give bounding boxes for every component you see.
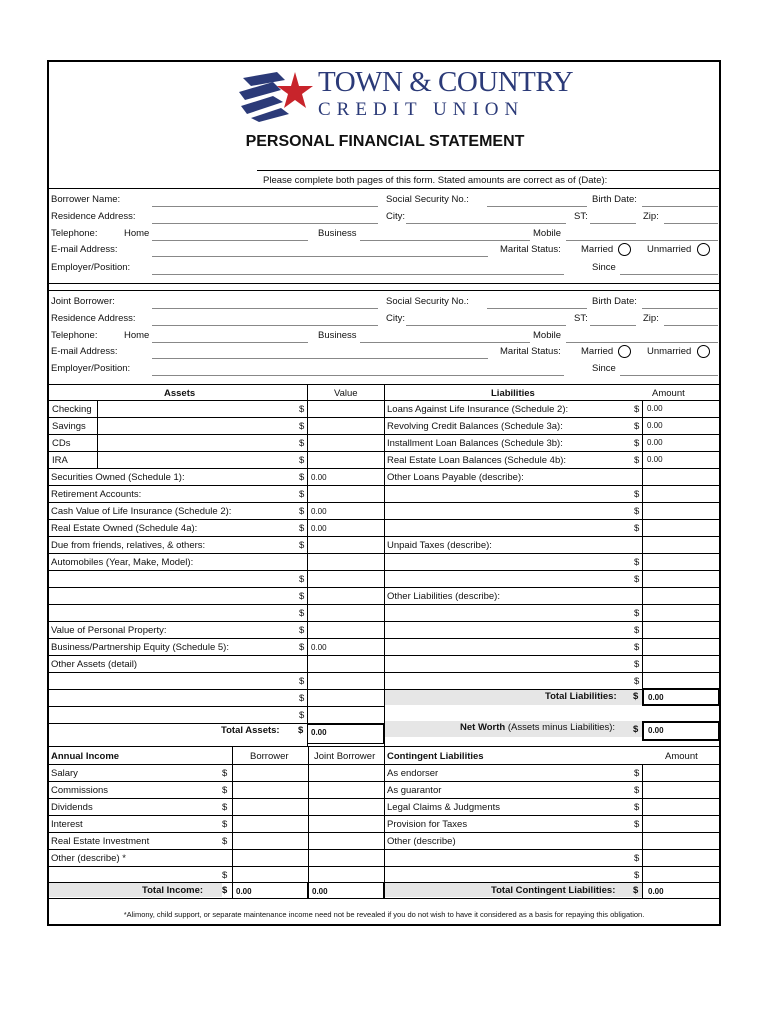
borrower-since-field[interactable] bbox=[620, 274, 718, 275]
borrower-birth-label: Birth Date: bbox=[592, 194, 637, 205]
asset-real-estate-label: Real Estate Owned (Schedule 4a): bbox=[51, 523, 198, 534]
dollar-sign: $ bbox=[299, 421, 305, 432]
joint-address-field[interactable] bbox=[152, 325, 378, 326]
contingent-header: Contingent Liabilities bbox=[387, 751, 484, 762]
asset-cds-label: CDs bbox=[52, 438, 71, 449]
dollar-sign: $ bbox=[299, 540, 305, 551]
joint-city-label: City: bbox=[386, 313, 405, 324]
contingent-amount-header: Amount bbox=[665, 751, 698, 762]
borrower-name-label: Borrower Name: bbox=[51, 194, 121, 205]
liab-real-estate-label: Real Estate Loan Balances (Schedule 4b): bbox=[387, 455, 567, 466]
borrower-business-label: Business bbox=[318, 228, 357, 239]
net-worth-label-group bbox=[460, 722, 615, 734]
joint-ssn-field[interactable] bbox=[487, 308, 587, 309]
joint-name-label: Joint Borrower: bbox=[51, 296, 115, 307]
asset-due-from-label: Due from friends, relatives, & others: bbox=[51, 540, 206, 551]
total-contingent-label: Total Contingent Liabilities: bbox=[491, 885, 616, 896]
joint-employer-field[interactable] bbox=[152, 375, 564, 376]
dollar-sign: $ bbox=[634, 438, 640, 449]
joint-business-field[interactable] bbox=[360, 342, 530, 343]
joint-zip-label: Zip: bbox=[643, 313, 659, 324]
asset-autos-label: Automobiles (Year, Make, Model): bbox=[51, 557, 194, 568]
dollar-sign: $ bbox=[298, 725, 304, 736]
dollar-sign: $ bbox=[222, 819, 228, 830]
joint-since-field[interactable] bbox=[620, 375, 718, 376]
borrower-name-field[interactable] bbox=[152, 206, 378, 207]
dollar-sign: $ bbox=[633, 691, 639, 702]
dollar-sign: $ bbox=[633, 885, 639, 896]
liab-installment-label: Installment Loan Balances (Schedule 3b): bbox=[387, 438, 563, 449]
dollar-sign: $ bbox=[634, 404, 640, 415]
borrower-telephone-label: Telephone: bbox=[51, 228, 98, 239]
dollar-sign: $ bbox=[299, 608, 305, 619]
asset-securities-label: Securities Owned (Schedule 1): bbox=[51, 472, 185, 483]
securities-value[interactable]: 0.00 bbox=[311, 473, 327, 482]
joint-business-label: Business bbox=[318, 330, 357, 341]
dollar-sign: $ bbox=[633, 724, 639, 735]
dollar-sign: $ bbox=[634, 574, 640, 585]
org-name-line2: CREDIT UNION bbox=[318, 99, 525, 120]
borrower-mobile-label: Mobile bbox=[533, 228, 561, 239]
dollar-sign: $ bbox=[634, 421, 640, 432]
borrower-business-field[interactable] bbox=[360, 240, 530, 241]
dollar-sign: $ bbox=[299, 676, 305, 687]
dollar-sign: $ bbox=[222, 870, 228, 881]
joint-employer-label: Employer/Position: bbox=[51, 363, 131, 374]
dollar-sign: $ bbox=[299, 438, 305, 449]
asset-other-label: Other Assets (detail) bbox=[51, 659, 138, 670]
borrower-address-field[interactable] bbox=[152, 223, 378, 224]
dollar-sign: $ bbox=[634, 557, 640, 568]
borrower-address-label: Residence Address: bbox=[51, 211, 136, 222]
joint-st-label: ST: bbox=[574, 313, 588, 324]
borrower-st-label: ST: bbox=[574, 211, 588, 222]
joint-address-label: Residence Address: bbox=[51, 313, 136, 324]
liabilities-amount-header: Amount bbox=[652, 388, 685, 399]
total-income-joint-value: 0.00 bbox=[312, 887, 328, 896]
real-estate-loan-value[interactable]: 0.00 bbox=[647, 455, 663, 464]
joint-home-field[interactable] bbox=[152, 342, 308, 343]
total-income-label: Total Income: bbox=[142, 885, 204, 896]
joint-email-label: E-mail Address: bbox=[51, 346, 118, 357]
dollar-sign: $ bbox=[299, 472, 305, 483]
dollar-sign: $ bbox=[299, 693, 305, 704]
total-liabilities-label: Total Liabilities: bbox=[545, 691, 617, 702]
page-title: PERSONAL FINANCIAL STATEMENT bbox=[245, 133, 525, 150]
borrower-city-field[interactable] bbox=[406, 223, 566, 224]
contingent-endorser-label: As endorser bbox=[387, 768, 439, 779]
net-worth-label: Net Worth bbox=[460, 722, 506, 733]
dollar-sign: $ bbox=[299, 489, 305, 500]
instructions-text: Please complete both pages of this form. Stated amounts are correct as of (Date): bbox=[263, 175, 608, 186]
dollar-sign: $ bbox=[222, 885, 228, 896]
income-interest-label: Interest bbox=[51, 819, 83, 830]
contingent-other-label: Other (describe) bbox=[387, 836, 456, 847]
assets-header: Assets bbox=[164, 388, 196, 399]
liab-other-loans-label: Other Loans Payable (describe): bbox=[387, 472, 524, 483]
borrower-married-label: Married bbox=[581, 244, 614, 255]
joint-email-field[interactable] bbox=[152, 358, 488, 359]
dollar-sign: $ bbox=[299, 404, 305, 415]
net-worth-note: (Assets minus Liabilities): bbox=[507, 722, 616, 733]
borrower-marital-label: Marital Status: bbox=[500, 244, 561, 255]
income-borrower-header: Borrower bbox=[250, 751, 289, 762]
total-assets-label: Total Assets: bbox=[221, 725, 280, 736]
dollar-sign: $ bbox=[222, 836, 228, 847]
dollar-sign: $ bbox=[222, 802, 228, 813]
loans-life-value[interactable]: 0.00 bbox=[647, 404, 663, 413]
borrower-married-radio[interactable] bbox=[618, 243, 631, 256]
dollar-sign: $ bbox=[299, 455, 305, 466]
dollar-sign: $ bbox=[222, 785, 228, 796]
dollar-sign: $ bbox=[299, 523, 305, 534]
dollar-sign: $ bbox=[634, 625, 640, 636]
borrower-employer-field[interactable] bbox=[152, 274, 564, 275]
borrower-ssn-field[interactable] bbox=[487, 206, 587, 207]
borrower-zip-field[interactable] bbox=[664, 223, 718, 224]
borrower-email-label: E-mail Address: bbox=[51, 244, 118, 255]
income-commissions-label: Commissions bbox=[51, 785, 109, 796]
asset-savings-label: Savings bbox=[52, 421, 86, 432]
dollar-sign: $ bbox=[634, 870, 640, 881]
revolving-value[interactable]: 0.00 bbox=[647, 421, 663, 430]
borrower-email-field[interactable] bbox=[152, 256, 488, 257]
total-income-borrower-value: 0.00 bbox=[236, 887, 252, 896]
joint-birth-field[interactable] bbox=[642, 308, 718, 309]
joint-ssn-label: Social Security No.: bbox=[386, 296, 469, 307]
contingent-guarantor-label: As guarantor bbox=[387, 785, 442, 796]
dollar-sign: $ bbox=[299, 625, 305, 636]
asset-cash-value-label: Cash Value of Life Insurance (Schedule 2): bbox=[51, 506, 232, 517]
footnote-text: *Alimony, child support, or separate maintenance income need not be revealed if you do not wish to have it considered as a basis for repaying this obligation. bbox=[123, 910, 645, 919]
joint-married-label: Married bbox=[581, 346, 614, 357]
borrower-city-label: City: bbox=[386, 211, 405, 222]
joint-mobile-label: Mobile bbox=[533, 330, 561, 341]
liab-unpaid-taxes-label: Unpaid Taxes (describe): bbox=[387, 540, 492, 551]
borrower-birth-field[interactable] bbox=[642, 206, 718, 207]
dollar-sign: $ bbox=[634, 819, 640, 830]
joint-married-radio[interactable] bbox=[618, 345, 631, 358]
asset-business-equity-label: Business/Partnership Equity (Schedule 5): bbox=[51, 642, 229, 653]
dollar-sign: $ bbox=[299, 642, 305, 653]
joint-name-field[interactable] bbox=[152, 308, 378, 309]
liab-other-liabilities-label: Other Liabilities (describe): bbox=[387, 591, 500, 602]
joint-city-field[interactable] bbox=[406, 325, 566, 326]
contingent-legal-label: Legal Claims & Judgments bbox=[387, 802, 500, 813]
borrower-home-field[interactable] bbox=[152, 240, 308, 241]
joint-zip-field[interactable] bbox=[664, 325, 718, 326]
income-dividends-label: Dividends bbox=[51, 802, 93, 813]
dollar-sign: $ bbox=[634, 802, 640, 813]
borrower-unmarried-radio[interactable] bbox=[697, 243, 710, 256]
borrower-since-label: Since bbox=[592, 262, 616, 273]
borrower-home-label: Home bbox=[124, 228, 150, 239]
joint-marital-label: Marital Status: bbox=[500, 346, 561, 357]
contingent-taxes-label: Provision for Taxes bbox=[387, 819, 468, 830]
joint-mobile-field[interactable] bbox=[566, 342, 718, 343]
dollar-sign: $ bbox=[634, 523, 640, 534]
assets-value-header: Value bbox=[334, 388, 358, 399]
dollar-sign: $ bbox=[299, 591, 305, 602]
borrower-zip-label: Zip: bbox=[643, 211, 659, 222]
joint-birth-label: Birth Date: bbox=[592, 296, 637, 307]
joint-unmarried-radio[interactable] bbox=[697, 345, 710, 358]
dollar-sign: $ bbox=[299, 710, 305, 721]
real-estate-value[interactable]: 0.00 bbox=[311, 524, 327, 533]
asset-personal-property-label: Value of Personal Property: bbox=[51, 625, 167, 636]
joint-telephone-label: Telephone: bbox=[51, 330, 98, 341]
org-name-line1: TOWN & COUNTRY bbox=[318, 66, 574, 98]
dollar-sign: $ bbox=[634, 853, 640, 864]
dollar-sign: $ bbox=[634, 489, 640, 500]
income-joint-header: Joint Borrower bbox=[314, 751, 376, 762]
dollar-sign: $ bbox=[634, 785, 640, 796]
dollar-sign: $ bbox=[634, 676, 640, 687]
liab-loans-life-label: Loans Against Life Insurance (Schedule 2): bbox=[387, 404, 569, 415]
joint-unmarried-label: Unmarried bbox=[647, 346, 692, 357]
joint-st-field[interactable] bbox=[590, 325, 636, 326]
cash-value-value[interactable]: 0.00 bbox=[311, 507, 327, 516]
asset-checking-label: Checking bbox=[52, 404, 92, 415]
income-salary-label: Salary bbox=[51, 768, 78, 779]
dollar-sign: $ bbox=[634, 506, 640, 517]
asset-ira-label: IRA bbox=[52, 455, 68, 466]
credit-union-logo-icon bbox=[237, 70, 317, 122]
dollar-sign: $ bbox=[634, 455, 640, 466]
total-contingent-value: 0.00 bbox=[648, 887, 664, 896]
income-real-estate-label: Real Estate Investment bbox=[51, 836, 150, 847]
dollar-sign: $ bbox=[634, 608, 640, 619]
dollar-sign: $ bbox=[222, 768, 228, 779]
liab-revolving-label: Revolving Credit Balances (Schedule 3a): bbox=[387, 421, 563, 432]
total-assets-value: 0.00 bbox=[311, 728, 327, 737]
dollar-sign: $ bbox=[634, 659, 640, 670]
business-equity-value[interactable]: 0.00 bbox=[311, 643, 327, 652]
borrower-st-field[interactable] bbox=[590, 223, 636, 224]
borrower-ssn-label: Social Security No.: bbox=[386, 194, 469, 205]
borrower-mobile-field[interactable] bbox=[566, 240, 718, 241]
dollar-sign: $ bbox=[634, 642, 640, 653]
borrower-employer-label: Employer/Position: bbox=[51, 262, 131, 273]
dollar-sign: $ bbox=[299, 574, 305, 585]
net-worth-value: 0.00 bbox=[648, 726, 664, 735]
total-liabilities-value: 0.00 bbox=[648, 693, 664, 702]
liabilities-header: Liabilities bbox=[491, 388, 535, 399]
dollar-sign: $ bbox=[634, 768, 640, 779]
installment-value[interactable]: 0.00 bbox=[647, 438, 663, 447]
annual-income-header: Annual Income bbox=[51, 751, 120, 762]
borrower-unmarried-label: Unmarried bbox=[647, 244, 692, 255]
dollar-sign: $ bbox=[299, 506, 305, 517]
income-other-label: Other (describe) * bbox=[51, 853, 126, 864]
joint-home-label: Home bbox=[124, 330, 150, 341]
asset-retirement-label: Retirement Accounts: bbox=[51, 489, 142, 500]
joint-since-label: Since bbox=[592, 363, 616, 374]
